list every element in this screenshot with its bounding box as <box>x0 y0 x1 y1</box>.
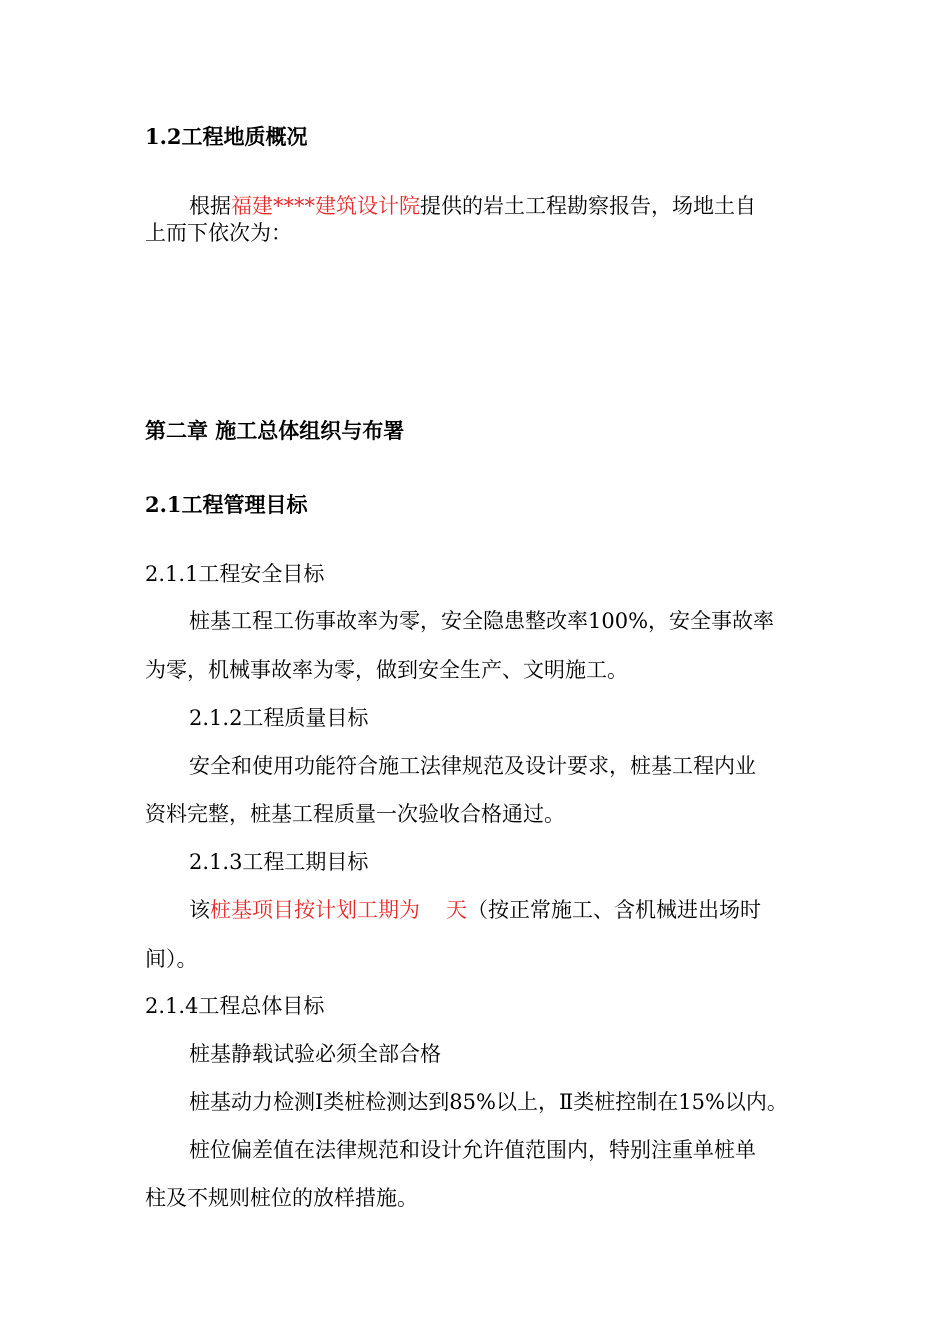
paragraph-goal-line-1: 桩基静载试验必须全部合格 <box>189 1042 441 1066</box>
paragraph-safety-line-1: 桩基工程工伤事故率为零，安全隐患整改率100%，安全事故率 <box>189 609 775 633</box>
paragraph-safety-line-2: 为零，机械事故率为零，做到安全生产、文明施工。 <box>145 658 628 682</box>
paragraph-text: 根据 <box>189 194 231 218</box>
chapter-heading-2: 第二章 施工总体组织与布署 <box>145 418 405 443</box>
section-heading-2-1: 2.1工程管理目标 <box>145 492 308 517</box>
paragraph-geology-line-1 <box>189 191 756 221</box>
paragraph-text: 提供的岩土工程勘察报告，场地土自 <box>420 194 756 218</box>
paragraph-quality-line-1: 安全和使用功能符合施工法律规范及设计要求，桩基工程内业 <box>189 754 756 778</box>
subsection-heading-2-1-3: 2.1.3工程工期目标 <box>189 850 369 874</box>
highlight-institute-name: 福建****建筑设计院 <box>231 194 420 218</box>
subsection-heading-2-1-2: 2.1.2工程质量目标 <box>189 706 369 730</box>
highlight-period-text: 桩基项目按计划工期为 <box>210 898 420 922</box>
paragraph-goal-line-4: 柱及不规则桩位的放样措施。 <box>145 1186 418 1210</box>
section-heading-1-2: 1.2工程地质概况 <box>145 124 308 149</box>
subsection-heading-2-1-1: 2.1.1工程安全目标 <box>145 562 325 586</box>
subsection-heading-2-1-4: 2.1.4工程总体目标 <box>145 994 325 1018</box>
paragraph-period-line-1 <box>189 895 761 925</box>
highlight-period-unit: 天 <box>446 898 467 922</box>
paragraph-period-line-2: 间）。 <box>145 947 198 971</box>
paragraph-quality-line-2: 资料完整，桩基工程质量一次验收合格通过。 <box>145 802 565 826</box>
paragraph-geology-line-2: 上而下依次为： <box>145 221 292 245</box>
paragraph-text: （按正常施工、含机械进出场时 <box>467 898 761 922</box>
paragraph-goal-line-3: 桩位偏差值在法律规范和设计允许值范围内，特别注重单桩单 <box>189 1138 756 1162</box>
paragraph-goal-line-2: 桩基动力检测Ⅰ类桩检测达到85%以上，Ⅱ类桩控制在15%以内。 <box>189 1090 788 1114</box>
paragraph-text: 该 <box>189 898 210 922</box>
